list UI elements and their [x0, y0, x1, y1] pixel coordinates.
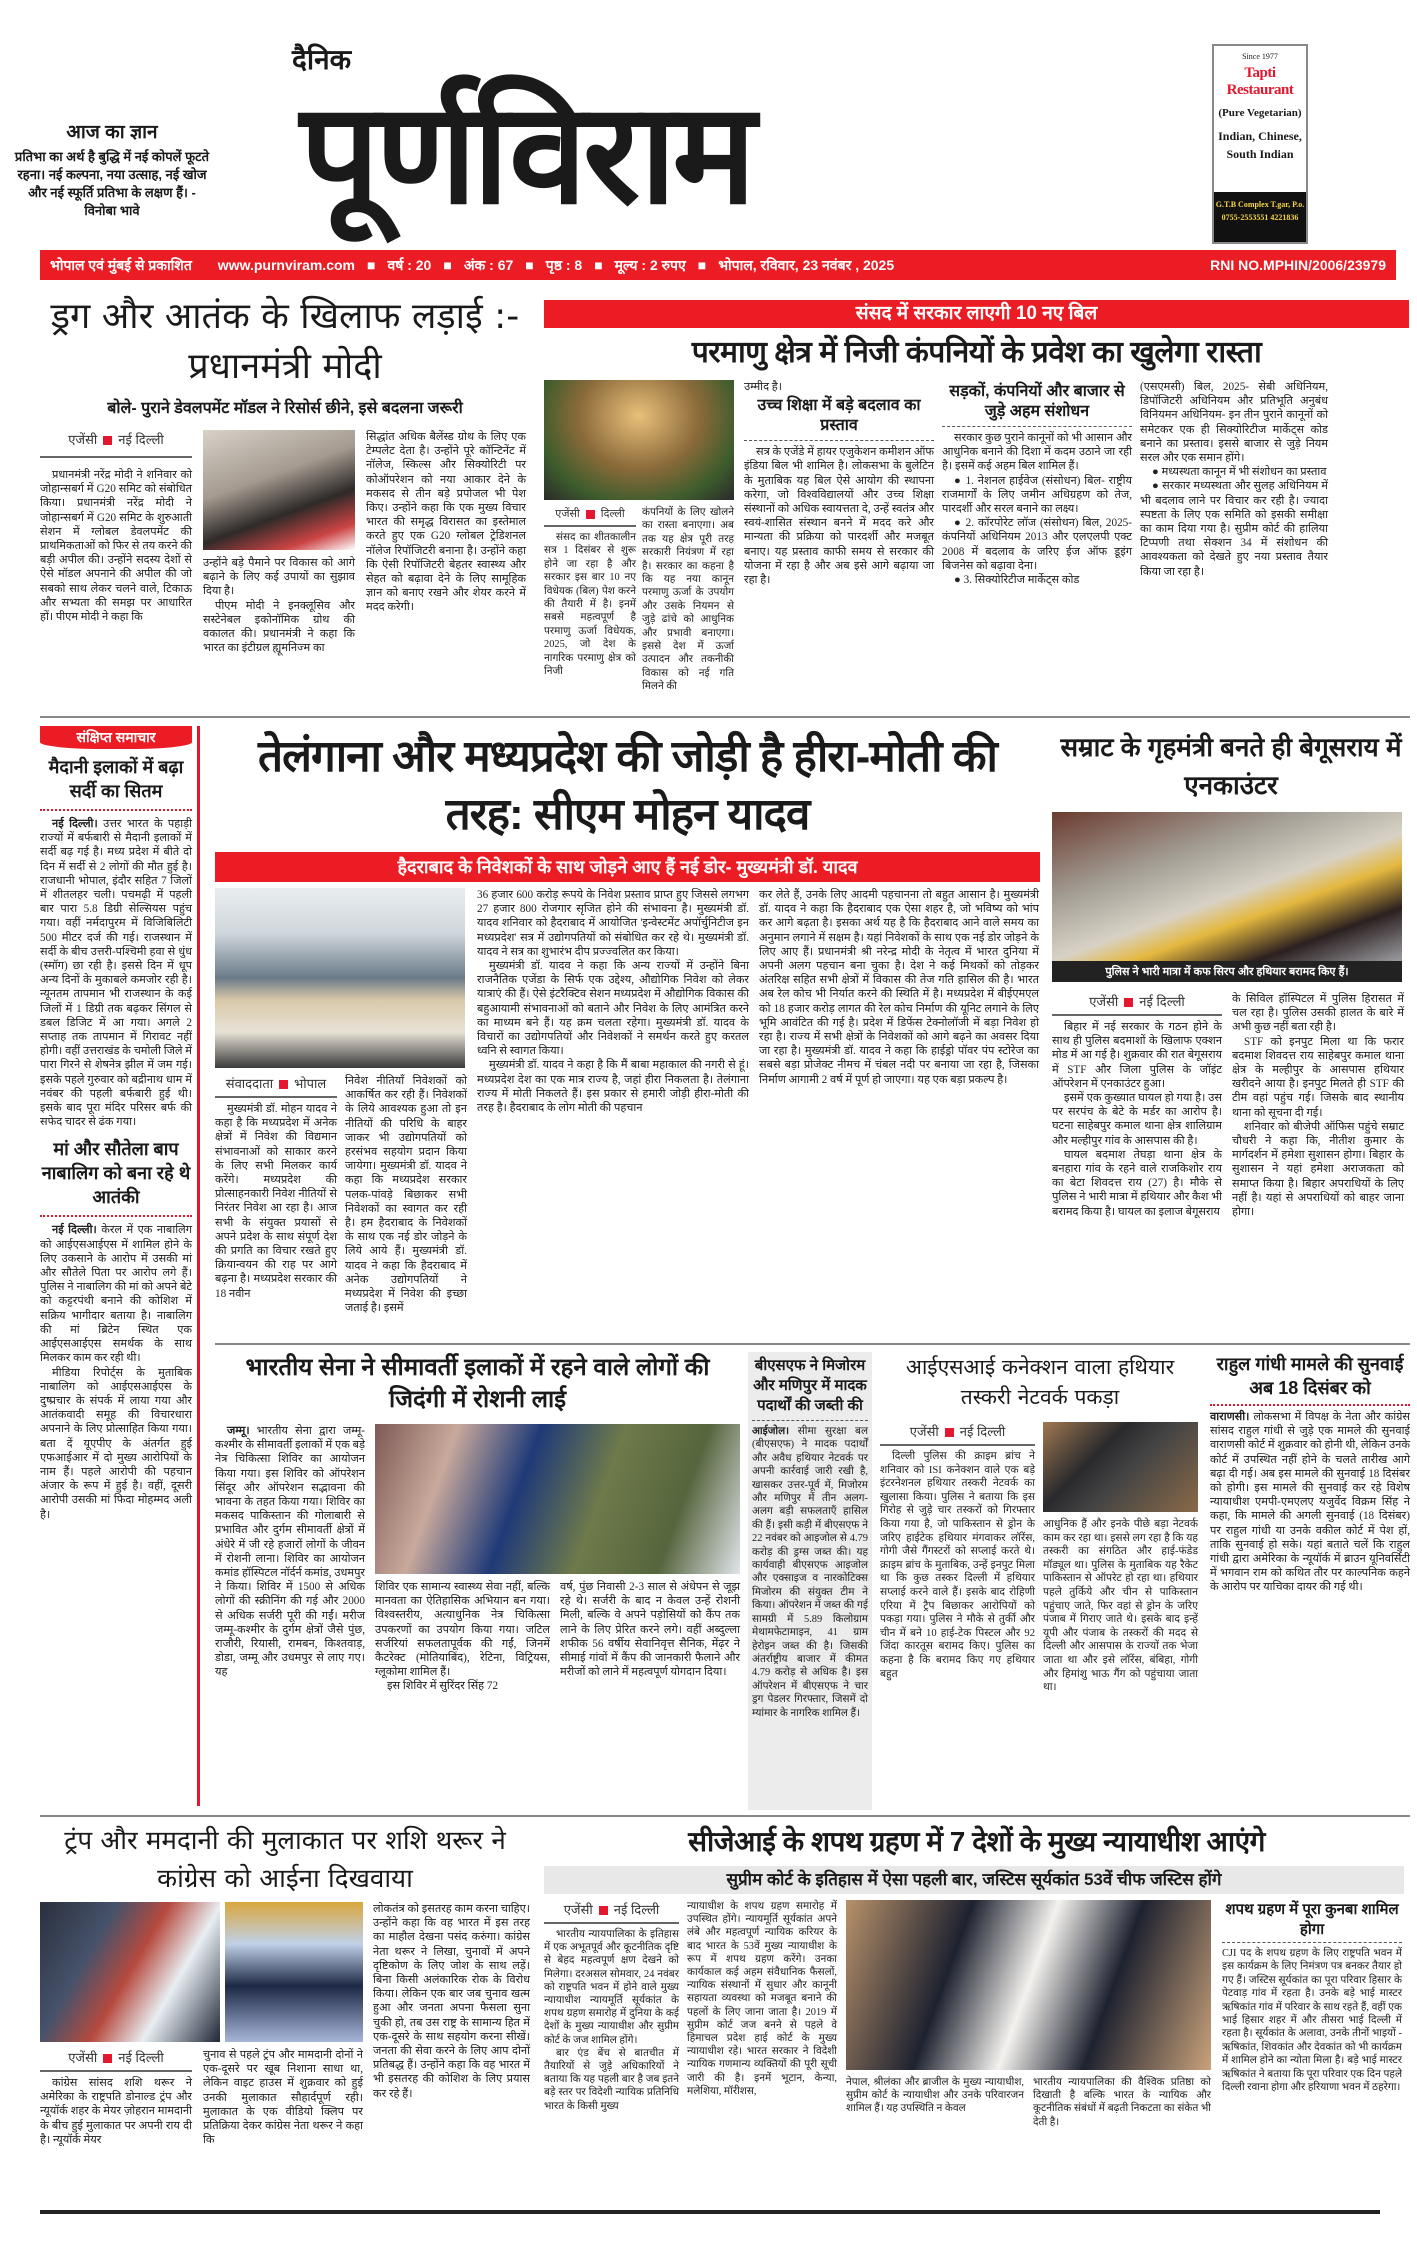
- modi-col2: उन्होंने बड़े पैमाने पर विकास को आगे बढ़ाने के लिए कई उपायों का सुझाव दिया है। पीएम मोदी ने इनक्लूसिव और सस्टेनेबल इकोनॉमिक ग्रोथ की वकालत की। प्रधानमंत्री ने कहा कि भारत का इंटीग्रल ह्यूमनिज्म का: [203, 557, 355, 655]
- telangana-photo: [215, 888, 465, 1068]
- rahul-headline[interactable]: राहुल गांधी मामले की सुनवाई अब 18 दिसंबर को: [1210, 1352, 1410, 1406]
- cji-side-text: CJI पद के शपथ ग्रहण के लिए राष्ट्रपति भवन में इस कार्यक्रम के लिए निमंत्रण पत्र बनकर तैयार हो गए हैं। जस्टिस सूर्यकांत का पूरा परिवार हिसार के पेटवाड़ गांव में रहता है। उनके बड़े भाई मास्टर ऋषिकांत गांव में परिवार के साथ रहते हैं, वहीं एक भाई हिसार शहर में और तीसरा भाई दिल्ली में रहता है। सूर्यकांत के अलावा, उनके तीनों भाइयों - ऋषिकांत, शिवकांत और देवकांत को भी कार्यक्रम में शामिल होने का न्योता मिला है। बड़े भाई मास्टर ऋषिकांत ने बताया कि पूरा परिवार एक दिन पहले दिल्ली रवाना होगा और हरियाणा भवन में ठहरेगा।: [1222, 1948, 1402, 2094]
- telangana-col1: मुख्यमंत्री डॉ. मोहन यादव ने कहा है कि मध्यप्रदेश में अनेक क्षेत्रों में निवेश की विद्यमान संभावनाओं को साकार करने के लिए सभी मिलकर कार्य करेंगे। मध्यप्रदेश की प्रोत्साहनकारी निवेश नीतियों से निरंतर निवेश आ रहा है। आज सभी के संयुक्त प्रयासों से अपने प्रदेश के साथ संपूर्ण देश की प्रगति का विचार रखते हुए क्रियान्वयन की राह पर आगे बढ़ना है। मध्यप्रदेश सरकार की 18 नवीन: [215, 1103, 337, 1300]
- year-label: वर्ष : 20: [387, 256, 432, 273]
- ad-address: G.T.B Complex T.gar, P.o.: [1215, 200, 1305, 209]
- brief-item1-text: नई दिल्ली। उत्तर भारत के पहाड़ी राज्यों में बर्फबारी से मैदानी इलाकों में सर्दी बढ़ गई है। मध्य प्रदेश में बीते दो दिन में सर्दी से 2 लोगों की मौत हुई है। राजधानी भोपाल, इंदौर सहित 7 जिलों में शीतलहर चली। पचमढ़ी में पहली बार पारा 5.8 डिग्री सेल्सियस पहुंच गया। वहीं नर्मदापुरम में विजिबिलिटी 500 मीटर दर्ज की गई। राजस्थान में सर्दी के बीच उत्तरी-पश्चिमी हवा से धुंध (स्मॉग) छा रही है। इससे दिन में धूप अन्य दिनों के मुकाबले कमजोर रही है। न्यूनतम तापमान भी राजस्थान के कई जिलों में 1 डिग्री तक बढ़कर सिंगल से डबल डिजिट में आ गया। अगले 2 सप्ताह तक तापमान में गिरावट नहीं होगी। वहीं उत्तराखंड के चमोली जिले में पारा गिरने से शेषनेत्र झील में जम गई। इसके पहले गुरुवार को बद्रीनाथ धाम में नवंबर की पहली बर्फबारी हुई थी। इसके बाद पूरा मंदिर परिसर बर्फ की सफेद चादर से ढंक गया।: [40, 818, 192, 1129]
- tharoor-photo-shashi: [225, 1902, 363, 2042]
- parliament-photo: [544, 380, 734, 500]
- parliament-kicker: संसद में सरकार लाएगी 10 नए बिल: [544, 300, 1409, 328]
- modi-headline[interactable]: ड्रग और आतंक के खिलाफ लड़ाई :- प्रधानमंत्री मोदी: [50, 296, 520, 387]
- cji-col2: न्यायाधीश के शपथ ग्रहण समारोह में उपस्थित होंगे। न्यायमूर्ति सूर्यकांत अपने लंबे और महत्वपूर्ण न्यायिक करियर के बाद भारत के 53वें मुख्य न्यायाधीश के रूप में शपथ ग्रहण करेंगे। उनका कार्यकाल कई अहम संवैधानिक फैसलों, न्यायिक संस्थानों में सुधार और कानूनी सहायता व्यवस्था को मजबूत बनाने की पहलों के लिए जाना जाता है। 2019 में सुप्रीम कोर्ट जज बनने से पहले वे हिमाचल प्रदेश हाई कोर्ट के मुख्य न्यायाधीश रहे। भारत सरकार ने विदेशी न्यायिक गणमान्य व्यक्तियों की पूरी सूची जारी की है। इनमें भूटान, केन्या, मलेशिया, मॉरीशस,: [687, 1901, 837, 2097]
- brief-item2-text: नई दिल्ली। केरल में एक नाबालिग को आईएसआईएस में शामिल होने के लिए उकसाने के आरोप में उसकी मां और सौतेले पिता पर आरोप लगे हैं। पुलिस ने नाबालिग की मां को अपने बेटे को कट्टरपंथी बनाने की कोशिश में सक्रिय भागीदार बताया है। नाबालिग की मां ब्रिटेन स्थित एक आईएसआईएस समर्थक के साथ मिलकर काम कर रही थी। मीडिया रिपोर्ट्स के मुताबिक नाबालिग को आईएसआईएस के दुष्प्रचार के संपर्क में लाया गया और आतंकवादी समूह की विचारधारा अपनाने के लिए प्रोत्साहित किया गया। बता दें यूएपीए के अंतर्गत हुई एफआईआर में दो मुख्य आरोपियों के नाम हैं। पहले आरोपी की पहचान अंजार के रूप में हुई है। वहीं, दूसरी आरोपी उसकी मां फिदा मोहम्मद अली है।: [40, 1224, 192, 1521]
- telangana-col4: कर लेते हैं, उनके लिए आदमी पहचानना तो बहुत आसान है। मुख्यमंत्री डॉ. यादव ने कहा कि हैदराबाद एक ऐसा शहर है, जो भविष्य को भांप कर आगे बढ़ता है। इसका अर्थ यह है कि हैदराबाद आने वाले समय का अनुमान लगाने में सक्षम है। यहां निवेशकों के साथ एक नई डोर जोड़ने के लिए आए हैं। प्रधानमंत्री श्री नरेन्द्र मोदी के नेतृत्व में भारत दुनिया में अपनी अलग पहचान बना चुका है। देश ने कई मिथकों को तोड़कर अंतरिक्ष सहित सभी क्षेत्रों में विकास की तेज गति हासिल की है। भारत अब रेल कोच भी निर्यात करने की स्थिति में है। मध्यप्रदेश में बीईएमएल को 18 हजार करोड़ लागत की रेल कोच निर्माण की यूनिट लगाने के लिए भूमि आवंटित की गई है। प्रदेश में डिफेंस टेक्नोलॉजी में बड़ा निवेश हो रहा है। राज्य में सभी क्षेत्रों के निवेशकों को आगे बढ़ने का अवसर दिया जा रहा है। मुख्यमंत्री डॉ. यादव ने कहा कि हाईड्रो पॉवर पंप स्टोरेज का सबसे बड़ा प्रोजेक्ट नीमच में चंबल नदी पर बनाया जा रहा है, जिसका निर्माण आगामी 2 वर्ष में पूर्ण हो जाएगा। यह एक बड़ा प्रकल्प है।: [759, 889, 1039, 1086]
- tharoor-headline[interactable]: ट्रंप और ममदानी की मुलाकात पर शशि थरूर ने कांग्रेस को आईना दिखवाया: [64, 1826, 506, 1894]
- army-col2: शिविर एक सामान्य स्वास्थ्य सेवा नहीं, बल्कि मानवता का ऐतिहासिक अभियान बन गया। विश्वस्तरीय, अत्याधुनिक नेत्र चिकित्सा उपकरणों का उपयोग किया गया। जटिल सर्जरियां सफलतापूर्वक की गईं, जिनमें कैटरेक्ट (मोतियाबिंद), रेटिना, विट्रियस, ग्लूकोमा शामिल हैं। इस शिविर में सुरिंदर सिंह 72: [375, 1581, 550, 1693]
- brief-item2-headline[interactable]: मां और सौतेला बाप नाबालिग को बना रहे थे आतंकी: [40, 1129, 192, 1217]
- column-separator: [197, 726, 200, 1806]
- parliament-subhead-education: उच्च शिक्षा में बड़े बदलाव का प्रस्ताव: [744, 394, 934, 441]
- isi-col1: दिल्ली पुलिस की क्राइम ब्रांच ने शनिवार को ISI कनेक्शन वाले एक बड़े इंटरनेशनल हथियार तस्करी नेटवर्क का खुलासा किया। पुलिस ने बताया कि इस गिरोह से जुड़े चार तस्करों को गिरफ्तार किया गया है, जो पाकिस्तान से ड्रोन के जरिए हाईटेक हथियार मंगवाकर लॉरेंस, गोगी जैसे गैंगस्टरों को सप्लाई करते थे। क्राइम ब्रांच के मुताबिक, उन्हें इनपुट मिला था कि कुछ तस्कर दिल्ली में हथियार सप्लाई करने वाले हैं। इसके बाद रोहिणी एरिया में ट्रैप बिछाकर आरोपियों को पकड़ा गया। पुलिस ने मौके से तुर्की और चीन में बने 10 हाई-टेक पिस्टल और 92 जिंदा कारतूस बरामद किए। पुलिस का कहना है कि बरामद किए गए हथियार बहुत: [880, 1451, 1035, 1680]
- newspaper-title: पूर्णविराम: [300, 73, 753, 236]
- begusarai-dateline: एजेंसी नई दिल्ली: [1052, 992, 1222, 1016]
- bsf-headline[interactable]: बीएसएफ ने मिजोरम और मणिपुर में मादक पदार्थों की जब्ती की: [752, 1356, 868, 1421]
- price-label: मूल्य : 2 रुपए: [614, 256, 686, 273]
- rahul-story: [1210, 1352, 1410, 1810]
- army-col3: वर्ष, पुंछ निवासी 2-3 साल से अंधेपन से जूझ रहे थे। सर्जरी के बाद न केवल उन्हें रोशनी मिली, बल्कि वे अपने पड़ोसियों को कैंप तक लाने के लिए प्रेरित करने लगे। वहीं अब्दुल्ला शफीक 56 वर्षीय सेवानिवृत्त सैनिक, मेंढ़र ने सीमाई गांवों में कैंप की जानकारी फैलाने और मरीजों को लाने में महत्वपूर्ण योगदान दिया।: [560, 1581, 740, 1679]
- army-story: [215, 1424, 740, 1810]
- restaurant-ad[interactable]: [1212, 44, 1308, 244]
- parliament-col1: संसद का शीतकालीन सत्र 1 दिसंबर से शुरू होने जा रहा है और सरकार इस बार 10 नए विधेयक (बिल) पेश करने की तैयारी में है। इनमें सबसे महत्वपूर्ण है परमाणु ऊर्जा विधेयक, 2025, जो देश के नागरिक परमाणु क्षेत्र को निजी: [544, 532, 636, 678]
- website-link[interactable]: www.purnviram.com: [217, 257, 355, 273]
- thought-title: आज का ज्ञान: [66, 122, 158, 143]
- cji-photo: [846, 1900, 1211, 2070]
- bsf-story: [748, 1352, 872, 1810]
- brief-label: संक्षिप्त समाचार: [40, 726, 192, 749]
- telangana-story: [215, 888, 1040, 1336]
- square-icon: [1124, 998, 1133, 1007]
- telangana-col2: निवेश नीतियाँ निवेशकों को आकर्षित कर रही हैं। निवेशकों के लिये आवश्यक हुआ तो इन नीतियों की परिधि के बाहर जाकर भी उद्योगपतियों को हरसंभव सहयोग प्रदान किया जायेगा। मुख्यमंत्री डॉ. यादव ने कहा कि मध्यप्रदेश सरकार पलक-पांवड़े बिछाकर सभी निवेशकों का स्वागत कर रही है। हम हैदराबाद के निवेशकों के साथ एक नई डोर जोड़ने के लिये आये हैं। मुख्यमंत्री डॉ. यादव ने कहा कि हैदराबाद में अनेक उद्योगपतियों ने मध्यप्रदेश में निवेश की इच्छा जताई है। इसमें: [345, 1075, 467, 1315]
- bsf-text: आईजोल। सीमा सुरक्षा बल (बीएसएफ) ने मादक पदार्थों और अवैध हथियार नेटवर्क पर अपनी कार्रवाई जारी रखी है, खासकर उत्तर-पूर्व में, मिजोरम और मणिपुर में तीन अलग-अलग बड़ी सफलताएँ हासिल की हैं। इसी कड़ी में बीएसएफ ने 22 नवंबर को आइजोल से 4.79 करोड़ की ड्रग्स जब्त की। यह कार्यवाही बीएसएफ आइजोल और एक्साइज व नारकोटिक्स मिजोरम की संयुक्त टीम ने किया। ऑपरेशन में जब्त की गई सामग्री में 5.89 किलोग्राम मेथामफेटामाइन, 41 ग्राम हेरोइन जब्त की है। जिसकी अंतर्राष्ट्रीय बाजार में कीमत 4.79 करोड़ से अधिक है। इस ऑपरेशन में बीएसएफ ने चार ड्रग पेडलर गिरफ्तार, जिसमें दो म्यांमार के नागरिक शामिल हैं।: [752, 1426, 868, 1719]
- modi-subhead: बोले- पुराने डेवलपमेंट मॉडल ने रिसोर्स छीने, इसे बदलना जरूरी: [107, 400, 463, 417]
- square-icon: [279, 1080, 288, 1089]
- isi-headline[interactable]: आईएसआई कनेक्शन वाला हथियार तस्करी नेटवर्क पकड़ा: [905, 1355, 1175, 1409]
- begusarai-story: [1052, 728, 1410, 1336]
- parliament-story: [544, 380, 1409, 712]
- square-icon: [599, 1906, 608, 1915]
- info-bar: [40, 250, 1396, 280]
- cji-side-headline[interactable]: शपथ ग्रहण में पूरा कुनबा शामिल होगा: [1222, 1900, 1402, 1943]
- published-from: भोपाल एवं मुंबई से प्रकाशित: [50, 256, 192, 273]
- rni-number: RNI NO.MPHIN/2006/23979: [1210, 257, 1386, 273]
- parliament-col2: कंपनियों के लिए खोलने का रास्ता बनाएगा। अब तक यह क्षेत्र पूरी तरह सरकारी नियंत्रण में रहा है। सरकार का कहना है कि यह नया कानून परमाणु ऊर्जा के उपयोग और उसके नियमन से जुड़े ढांचे को आधुनिक और प्रभावी बनाएगा। इससे देश में ऊर्जा उत्पादन और तकनीकी विकास को नई गति मिलने की: [642, 507, 734, 693]
- telangana-col3: 36 हजार 600 करोड़ रूपये के निवेश प्रस्ताव प्राप्त हुए जिससे लगभग 27 हजार 800 रोजगार सृजित होने की संभावना है। मुख्यमंत्री डॉ. यादव शनिवार को हैदराबाद में आयोजित 'इन्वेस्टमेंट अपॉर्चुनिटीज इन मध्यप्रदेश' सत्र में उद्योगपतियों को संबोधित कर रहे थे। मुख्यमंत्री डॉ. यादव ने सत्र का शुभारंभ दीप प्रज्ज्वलित कर किया। मुख्यमंत्री डॉ. यादव ने कहा कि अन्य राज्यों में उन्होंने बिना राजनैतिक एजेंडा के सिर्फ एक उद्देश्य, औद्योगिक निवेश को लेकर यात्राएं की हैं। ऐसे इंटरैक्टिव सेशन मध्यप्रदेश में औद्योगिक विकास की बहुआयामी संभावनाओं को बताने और निवेश के लिए आमंत्रित करने का माध्यम बने हैं। यह क्रम चलता रहेगा। मुख्यमंत्री डॉ. यादव के विचारों का उद्योगपतियों और निवेशकों ने समर्थन करते हुए करतल ध्वनि से स्वागत किया। मुख्यमंत्री डॉ. यादव ने कहा है कि मैं बाबा महाकाल की नगरी से हूं। मध्यप्रदेश देश का एक मात्र राज्य है, जहां हीरा निकलता है। तेलंगाना राज्य में मोती निकलते हैं। इस प्रकार से हमारी जोड़ी हीरा-मोती की तरह है। हैदराबाद के लोग मोती की पहचान: [477, 889, 749, 1115]
- bullet-item: ● 1. नेशनल हाईवेज (संसोधन) बिल- राष्ट्रीय राजमार्गों के लिए जमीन अधिग्रहण को तेज, पारदर्शी और सरल बनाने का लक्ष्य।: [942, 474, 1132, 516]
- begusarai-col1: बिहार में नई सरकार के गठन होने के साथ ही पुलिस बदमाशों के खिलाफ एक्शन मोड में आ गई है। शुक्रवार की रात बेगूसराय में STF और जिला पुलिस के जॉइंट ऑपरेशन में एनकाउंटर हुआ। इसमें एक कुख्यात घायल हो गया है। उस पर सरपंच के बेटे के मर्डर का आरोप है। घटना साहेबपुर कमाल थाना क्षेत्र शालिग्राम और मल्हीपुर गांव के आसपास की है। घायल बदमाश तेघड़ा थाना क्षेत्र के बनहारा गांव के रहने वाले राजकिशोर राय का बेटा शिवदत्त राय (27) है। मौके से पुलिस ने भारी मात्रा में हथियार और कैश भी बरामद किया है। घायल का इलाज बेगूसराय: [1052, 1021, 1222, 1218]
- isi-col2: आधुनिक हैं और इनके पीछे बड़ा नेटवर्क काम कर रहा था। इससे लग रहा है कि यह तस्करी का संगठित और हाई-फंडेड मॉड्यूल था। पुलिस के मुताबिक यह रैकेट पाकिस्तान से ऑपरेट हो रहा था। हथियार पहले तुर्किये और चीन से पाकिस्तान पहुंचाए जाते, फिर वहां से ड्रोन के जरिए पंजाब में गिराए जाते थे। इसके बाद इन्हें यूपी और पंजाब के तस्करों की मदद से दिल्ली और आसपास के राज्यों तक भेजा जाता था और इसे लॉरेंस, बंबिहा, गोगी और हिमांशु भाऊ गैंग को पहुंचाया जाता था।: [1043, 1519, 1198, 1694]
- bullet-icon: ■: [697, 257, 707, 273]
- rahul-text: वाराणसी। लोकसभा में विपक्ष के नेता और कांग्रेस सांसद राहुल गांधी से जुड़े एक मामले की सुनवाई वाराणसी कोर्ट में शुक्रवार को होनी थी, लेकिन उनके कोर्ट में उपस्थित नहीं होने के चलते तारीख आगे बढ़ा दी गई। अब इस मामले की सुनवाई 18 दिसंबर को होगी। इस मामले की सुनवाई कर रहे विशेष न्यायाधीश एमपी-एमएलए यजुर्वेद विक्रम सिंह ने कहा, कि मामले की अगली सुनवाई (18 दिसंबर) पर राहुल गांधी या उनके वकील कोर्ट में पेश हों, ताकि सुनवाई हो सके। यहां बताते चलें कि राहुल गांधी द्वारा अमेरिका के न्यूयॉर्क में ब्राउन यूनिवर्सिटी में भगवान राम को कथित तौर पर काल्पनिक कहने के आरोप पर याचिका दायर की गई थी।: [1210, 1411, 1410, 1594]
- begusarai-headline[interactable]: सम्राट के गृहमंत्री बनते ही बेगूसराय में एनकाउंटर: [1060, 732, 1402, 800]
- telangana-subhead: हैदराबाद के निवेशकों के साथ जोड़ने आए हैं नई डोर- मुख्यमंत्री डॉ. यादव: [215, 852, 1040, 882]
- bullet-item: ● 3. सिक्योरिटीज मार्केट्स कोड: [954, 574, 1080, 587]
- parliament-col3: सत्र के एजेंडे में हायर एजुकेशन कमीशन ऑफ इंडिया बिल भी शामिल है। लोकसभा के बुलेटिन के मुताबिक यह बिल ऐसे आयोग की स्थापना करेगा, जो विश्वविद्यालयों और उच्च शिक्षा संस्थानों को अधिक स्वायत्तता दे, उन्हें स्वतंत्र और स्वयं-शासित संस्थान बनने में मदद करे और मान्यता की प्रक्रिया को पारदर्शी और मजबूत बनाए। यह प्रस्ताव काफी समय से सरकार की योजना में रहा है और अब इसे आगे बढ़ाया जा रहा है।: [744, 446, 934, 587]
- parliament-col4: सरकार कुछ पुराने कानूनों को भी आसान और आधुनिक बनाने की दिशा में कदम उठाने जा रही है। इसमें कई अहम बिल शामिल हैं। ● 1. नेशनल हाईवेज (संसोधन) बिल- राष्ट्रीय राजमार्गों के लिए जमीन अधिग्रहण को तेज, पारदर्शी और सरल बनाने का लक्ष्य। ● 2. कॉरपोरेट लॉज (संसोधन) बिल, 2025- कंपनियों अधिनियम 2013 और एलएलपी एक्ट 2008 में बदलाव के जरिए ईज ऑफ डूइंग बिजनेस को बढ़ावा देना। ● 3. सिक्योरिटीज मार्केट्स कोड: [942, 432, 1132, 587]
- brief-news: [40, 726, 192, 1522]
- cji-story: [544, 1900, 1214, 2200]
- parliament-col3-top: उम्मीद है।: [744, 381, 782, 393]
- parliament-headline[interactable]: परमाणु क्षेत्र में निजी कंपनियों के प्रवेश का खुलेगा रास्ता: [691, 336, 1262, 369]
- cji-sidebar: [1222, 1900, 1402, 2094]
- tharoor-story: [40, 1902, 530, 2202]
- pages-label: पृष्ठ : 8: [545, 256, 583, 273]
- cji-headline[interactable]: सीजेआई के शपथ ग्रहण में 7 देशों के मुख्य न्यायाधीश आएंगे: [688, 1826, 1265, 1857]
- ad-cuisine: Indian, Chinese, South Indian: [1218, 129, 1302, 161]
- tharoor-photo-trump: [40, 1902, 220, 2042]
- modi-dateline: [40, 430, 192, 458]
- thought-of-the-day: [12, 118, 212, 220]
- army-col1: जम्मू। भारतीय सेना द्वारा जम्मू-कश्मीर के सीमावर्ती इलाकों में एक बड़े नेत्र चिकित्सा शिविर का आयोजन किया गया। इस शिविर को ऑपरेशन सिंदूर और ऑपरेशन सद्भावना की भावना के तहत किया गया। शिविर का मकसद पाकिस्तान की गोलाबारी से प्रभावित और दुर्गम सीमावर्ती क्षेत्रों में अंधेरे में जी रहे हजारों लोगों के जीवन में रोशनी लाना। शिविर का आयोजन कमांड हॉस्पिटल नॉर्दर्न कमांड, उधमपुर ने किया। शिविर में 1500 से अधिक लोगों की स्क्रीनिंग की गई और 2000 से अधिक सर्जरी पूरी की गईं। मरीज जम्मू-कश्मीर के दुर्गम क्षेत्रों जैसे पुंछ, राजौरी, रियासी, रामबन, किश्तवाड़, डोडा, जम्मू और उधमपुर से लाए गए। यह: [215, 1425, 366, 1679]
- army-headline[interactable]: भारतीय सेना ने सीमावर्ती इलाकों में रहने वाले लोगों की जिदंगी में रोशनी लाई: [245, 1354, 710, 1413]
- bullet-item: ● 2. कॉरपोरेट लॉज (संसोधन) बिल, 2025- कंपनियों अधिनियम 2013 और एलएलपी एक्ट 2008 में बदलाव के जरिए ईज ऑफ डूइंग बिजनेस को बढ़ावा देना।: [942, 517, 1132, 572]
- ad-contact-strip: [1214, 192, 1306, 242]
- bullet-item: ● मध्यस्थता कानून में भी संशोधन का प्रस्ताव: [1152, 466, 1327, 479]
- modi-col1: प्रधानमंत्री नरेंद्र मोदी ने शनिवार को जोहान्सबर्ग में G20 समिट को संबोधित किया। प्रधानमंत्री नरेंद्र मोदी ने जोहान्सबर्ग में G20 समिट के शुरुआती सेशन में ग्लोबल डेवलपमेंट की प्राथमिकताओं को फिर से तय करने की बड़ी अपील की। उन्होंने सदस्य देशों से ऐसे मॉडल अपनाने की अपील की जो सबको साथ लेकर चलने वाले, टिकाऊ और सभ्यता की समझ पर आधारित हों। पीएम मोदी ने कहा कि: [40, 469, 192, 624]
- modi-col3: सिद्धांत अधिक बैलेंस्ड ग्रोथ के लिए एक टेम्पलेट देता है। उन्होंने पूरे कॉन्टिनेंट में नॉलेज, स्किल्स और सिक्योरिटी पर कोऑपरेशन को नया आकार देने के मकसद से तीन बड़े प्रपोजल भी पेश किए। उन्होंने कहा कि एक मुख्य विचार भारत की समृद्ध विरासत का इस्तेमाल करते हुए एक G20 ग्लोबल ट्रेडिशनल नॉलेज रिपॉजिटरी बनाना है। उन्होंने कहा कि ऐसी रिपॉजिटरी बेहतर स्वास्थ्य और सेहत को बढ़ावा देने के लिए सामूहिक ज्ञान को बनाए रखने और शेयर करने में मदद करेगी।: [366, 431, 526, 614]
- tharoor-col3: लोकतंत्र को इसतरह काम करना चाहिए। उन्होंने कहा कि वह भारत में इस तरह का माहौल देखना पसंद करुंगा। कांग्रेस नेता थरूर ने लिखा, चुनावों में अपने दृष्टिकोण के लिए जोश के साथ लड़ें। बिना किसी अलंकारिक रोक के विरोध किया। लेकिन एक बार जब चुनाव खत्म हुआ और जनता अपना फैसला सुना चुकी हो, तब उस राष्ट्र के सामान्य हित में एक-दूसरे के साथ सहयोग करना सीखें। जनता की सेवा करने के लिए आप दोनों प्रतिबद्ध हैं। उन्होंने कहा कि वह भारत में भी इसतरह की कोशिश के लिए प्रयास कर रहे हैं।: [373, 1903, 530, 2100]
- cji-col3: नेपाल, श्रीलंका और ब्राजील के मुख्य न्यायाधीश, सुप्रीम कोर्ट के न्यायाधीश और उनके परिवारजन शामिल हैं। यह उपस्थिति न केवल: [846, 2077, 1024, 2115]
- telangana-dateline: संवाददाता भोपाल: [215, 1074, 337, 1098]
- divider: [215, 1343, 1410, 1345]
- square-icon: [945, 1428, 954, 1437]
- telangana-headline[interactable]: तेलंगाना और मध्यप्रदेश की जोड़ी है हीरा-मोती की तरह: सीएम मोहन यादव: [258, 732, 997, 839]
- isi-story: [880, 1422, 1200, 1810]
- army-photo: [375, 1424, 740, 1574]
- tharoor-col2: चुनाव से पहले ट्रंप और मामदानी दोनों ने एक-दूसरे पर खूब निशाना साधा था, लेकिन वाइट हाउस में शुक्रवार को हुई उनकी मुलाकात सौहार्दपूर्ण रही। मुलाकात के एक वीडियो क्लिप पर प्रतिक्रिया देकर कांग्रेस नेता थरूर ने कहा कि: [203, 2049, 363, 2147]
- bullet-item: ● सरकार मध्यस्थता और सुलह अधिनियम में भी बदलाव लाने पर विचार कर रही है। ज्यादा स्पष्टता के लिए एक समिति को इसकी समीक्षा का काम दिया गया है। सुप्रीम कोर्ट की हालिया टिप्पणी तथा सेक्शन 34 में संशोधन की आवश्यकता को देखते हुए नया प्रस्ताव तैयार किया जा रहा है।: [1140, 480, 1328, 578]
- cji-dateline: एजेंसी नई दिल्ली: [544, 1900, 679, 1924]
- divider: [40, 716, 1410, 718]
- cji-col4: भारतीय न्यायपालिका की वैश्विक प्रतिष्ठा को दिखाती है बल्कि भारत के न्यायिक और कूटनीतिक संबंधों में बढ़ती निकटता का संकेत भी देती है।: [1033, 2077, 1211, 2128]
- bullet-icon: ■: [525, 257, 534, 273]
- bullet-icon: ■: [594, 257, 603, 273]
- isi-photo: [1043, 1422, 1198, 1512]
- source: एजेंसी: [68, 432, 98, 447]
- begusarai-col2: के सिविल हॉस्पिटल में पुलिस हिरासत में चल रहा है। पुलिस उसकी हालत के बारे में अभी कुछ नहीं बता रही है। STF को इनपुट मिला था कि फरार बदमाश शिवदत्त राय साहेबपुर कमाल थाना क्षेत्र के मल्हीपुर के आसपास हथियार खरीदने आया है। इनपुट मिलते ही STF की टीम वहां पहुंच गई। जिसके बाद स्थानीय थाना को सूचना दी गई। शनिवार को बीजेपी ऑफिस पहुंचे सम्राट चौधरी ने कहा कि, नीतीश कुमार के मार्गदर्शन में हमेशा सुशासन होगा। बिहार के सुशासन ने यहां हमेशा अराजकता को समाप्त किया है। बिहार अपराधियों के लिए नहीं है। यहां से अपराधियों को बाहर जाना होगा।: [1232, 993, 1404, 1219]
- parliament-col5: (एसएमसी) बिल, 2025- सेबी अधिनियम, डिपॉजिटरी अधिनियम और प्रतिभूति अनुबंध विनियमन अधिनियम- इन तीन पुराने कानूनों को समेटकर एक ही सिक्योरिटीज मार्केट्स कोड बनाने का प्रस्ताव। इससे बाजार से जुड़े नियम सरल और एक समान होंगे। ● मध्यस्थता कानून में भी संशोधन का प्रस्ताव ● सरकार मध्यस्थता और सुलह अधिनियम में भी बदलाव लाने पर विचार कर रही है। ज्यादा स्पष्टता के लिए एक समिति को इसकी समीक्षा का काम दिया गया है। सुप्रीम कोर्ट की हालिया टिप्पणी तथा सेक्शन 34 में संशोधन की आवश्यकता को देखते हुए नया प्रस्ताव तैयार किया जा रहा है।: [1140, 381, 1328, 578]
- cji-col1: भारतीय न्यायपालिका के इतिहास में एक अभूतपूर्व और कूटनीतिक दृष्टि से बेहद महत्वपूर्ण क्षण देखने को मिलेगा। दरअसल सोमवार, 24 नवंबर को राष्ट्रपति भवन में होने वाले मुख्य न्यायाधीश न्यायमूर्ति सूर्यकांत के शपथ ग्रहण समारोह में दुनिया के कई देशों के मुख्य न्यायाधीश और सुप्रीम कोर्ट के जज शामिल होंगे। बार एंड बेंच से बातचीत में तैयारियों से जुड़े अधिकारियों ने बताया कि यह पहली बार है जब इतने बड़े स्तर पर विदेशी न्यायिक प्रतिनिधि भारत के किसी मुख्य: [544, 1929, 679, 2112]
- modi-story[interactable]: [40, 292, 530, 712]
- ad-since: Since 1977: [1242, 52, 1278, 61]
- ad-name: Tapti Restaurant: [1226, 65, 1294, 98]
- place: नई दिल्ली: [118, 432, 164, 447]
- issue-label: अंक : 67: [463, 256, 514, 273]
- ad-phone: 0755-2553551 4221836: [1221, 213, 1299, 222]
- tharoor-col1: कांग्रेस सांसद शशि थरूर ने अमेरिका के राष्ट्रपति डोनाल्ड ट्रंप और न्यूयॉर्क शहर के मेयर ज़ोहरान मामदानी के बीच हुई मुलाकात पर अपनी राय दी है। न्यूयॉर्क मेयर: [40, 2077, 192, 2146]
- cji-subhead: सुप्रीम कोर्ट के इतिहास में ऐसा पहली बार, जस्टिस सूर्यकांत 53वें चीफ जस्टिस होंगे: [544, 1866, 1404, 1894]
- square-icon: [586, 510, 595, 519]
- modi-photo: [203, 430, 355, 550]
- begusarai-photo: [1052, 812, 1402, 982]
- tharoor-dateline: एजेंसी नई दिल्ली: [40, 2048, 192, 2072]
- square-icon: [103, 436, 112, 445]
- parliament-subhead-amendments: सड़कों, कंपनियों और बाजार से जुड़े अहम संशोधन: [942, 380, 1132, 427]
- divider: [40, 1815, 1410, 1817]
- begusarai-caption: पुलिस ने भारी मात्रा में कफ सिरप और हथियार बरामद किए हैं।: [1052, 961, 1402, 982]
- parliament-dateline: एजेंसी दिल्ली: [544, 506, 636, 527]
- bottom-rule: [40, 2210, 1380, 2214]
- date-label: भोपाल, रविवार, 23 नवंबर , 2025: [718, 256, 895, 273]
- bullet-icon: ■: [443, 257, 452, 273]
- isi-dateline: एजेंसी नई दिल्ली: [880, 1422, 1035, 1446]
- newspaper-prefix: दैनिक: [292, 44, 352, 75]
- ad-type: (Pure Vegetarian): [1218, 107, 1302, 119]
- thought-text: प्रतिभा का अर्थ है बुद्धि में नई कोपलें फूटते रहना। नई कल्पना, नया उत्साह, नई खोज और नई स्फूर्ति प्रतिभा के लक्षण हैं। - विनोबा भावे: [14, 149, 210, 218]
- brief-item1-headline[interactable]: मैदानी इलाकों में बढ़ा सर्दी का सितम: [40, 749, 192, 811]
- bullet-icon: ■: [366, 257, 376, 273]
- square-icon: [103, 2054, 112, 2063]
